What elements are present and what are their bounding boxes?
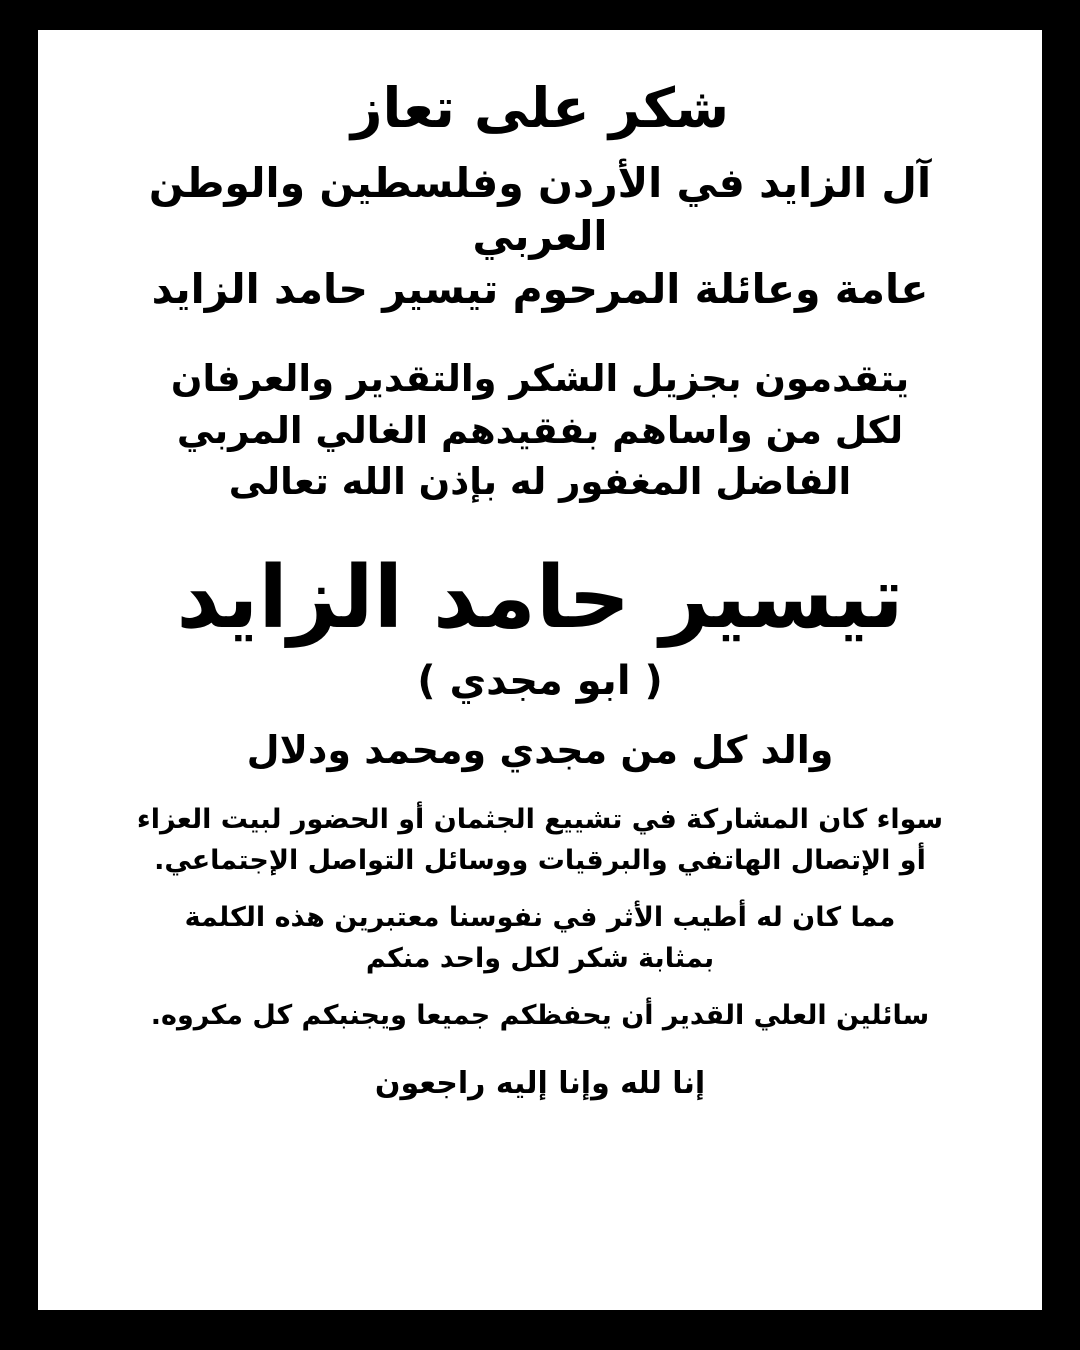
body-paragraph-1: [84, 799, 996, 881]
poster-card: [38, 30, 1042, 1310]
family-block: [84, 157, 996, 317]
body-paragraph-2: [84, 897, 996, 979]
body-p2-line-2: بمثابة شكر لكل واحد منكم: [365, 942, 715, 974]
family-line-1: آل الزايد في الأردن وفلسطين والوطن العربي: [148, 158, 932, 261]
deceased-children: والد كل من مجدي ومحمد ودلال: [246, 727, 834, 772]
body-p1-line-2: أو الإتصال الهاتفي والبرقيات ووسائل التواصل الإجتماعي.: [154, 844, 926, 876]
thanks-line-2: لكل من واساهم بفقيدهم الغالي المربي: [176, 408, 904, 452]
body-paragraph-3: [84, 995, 996, 1036]
page-title: شكر على تعاز: [350, 76, 730, 140]
closing-phrase: إنا لله وإنا إليه راجعون: [374, 1065, 706, 1101]
deceased-kunya: ( ابو مجدي ): [417, 658, 663, 705]
body-p1-line-1: سواء كان المشاركة في تشييع الجثمان أو الحضور لبيت العزاء: [136, 803, 944, 835]
body-p3-line-1: سائلين العلي القدير أن يحفظكم جميعا ويجنبكم كل مكروه.: [150, 999, 930, 1031]
family-line-2: عامة وعائلة المرحوم تيسير حامد الزايد: [151, 265, 929, 314]
thanks-line-3: الفاضل المغفور له بإذن الله تعالى: [228, 460, 852, 504]
thanks-line-1: يتقدمون بجزيل الشكر والتقدير والعرفان: [170, 356, 910, 400]
body-p2-line-1: مما كان له أطيب الأثر في نفوسنا معتبرين هذه الكلمة: [184, 901, 896, 933]
deceased-name: تيسير حامد الزايد: [176, 548, 904, 649]
thanks-block: [171, 353, 909, 508]
